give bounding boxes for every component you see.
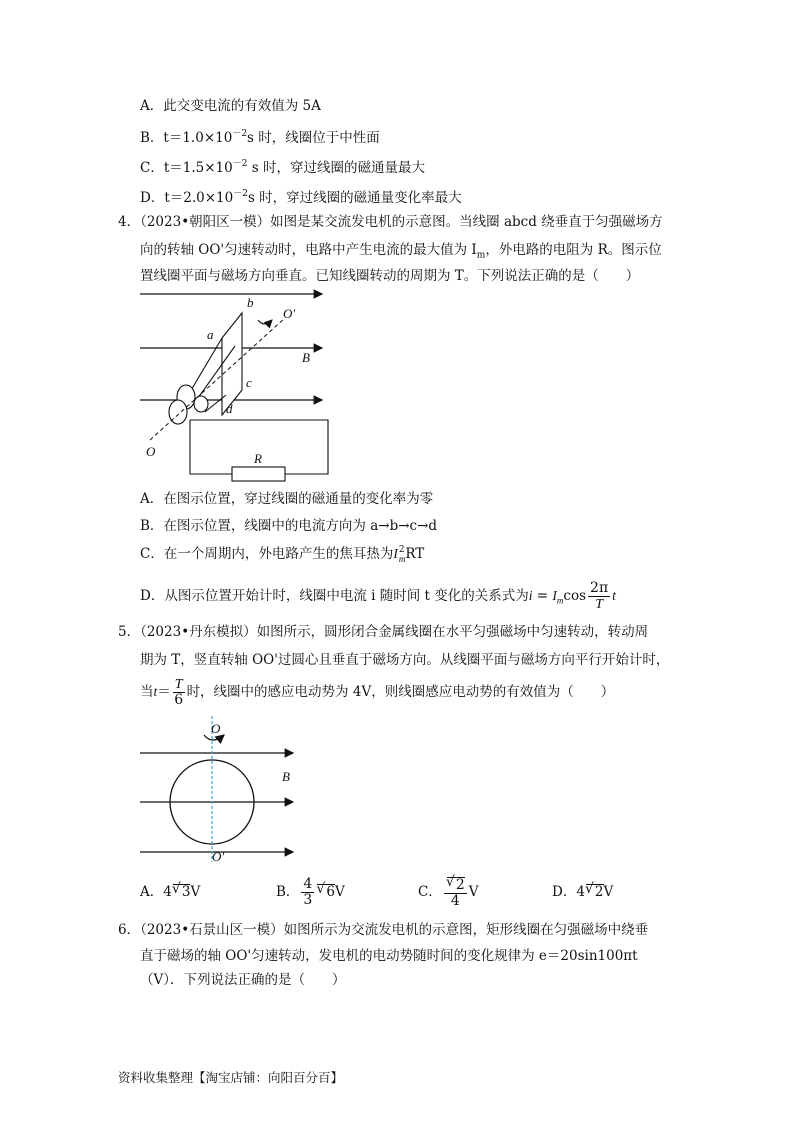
q3-option-d: D．$t=2.0\times 10^{-2}s$ 时，穿过线圈的磁通量变化率最大: [140, 189, 462, 206]
q6-stem-line3: （V）．下列说法正确的是（ ）: [140, 972, 346, 988]
q4-option-d: D．从图示位置开始计时，线圈中电流 i 随时间 t 变化的关系式为$i = I_m\cos$ $\frac{2\pi}{T}$ t: [140, 580, 616, 612]
q5-stem-line2: 期为 T，竖直转轴 OO'过圆心且垂直于磁场方向。从线圈平面与磁场方向平行开始计时，: [140, 652, 670, 668]
q4-stem-line3: 置线圈平面与磁场方向垂直。已知线圈转动的周期为 T。下列说法正确的是（ ）: [140, 268, 640, 284]
q4-option-c: C．在一个周期内，外电路产生的焦耳热为I 2 m RT: [140, 544, 425, 564]
q5-option-d: D．4√ 2V: [552, 880, 613, 904]
q5-option-a: A．4√ 3V: [140, 880, 200, 904]
q3-option-b: B．$t=1.0\times 10^{-2}s$ 时，线圈位于中性面: [140, 129, 380, 146]
q4-label-r: R: [254, 451, 262, 466]
q5-label-b: B: [282, 769, 290, 784]
q4-label-d: d: [226, 401, 233, 416]
q6-stem-line2: 直于磁场的轴 OO'匀速转动，发电机的电动势随时间的变化规律为 e＝20sin100πt: [140, 948, 638, 964]
q5-label-o-prime: O′: [212, 849, 225, 864]
q4-label-o-prime: O′: [283, 306, 296, 321]
q5-label-o: O: [211, 721, 221, 736]
q5-field-lines: [140, 753, 293, 852]
q4-stem-line2: 向的转轴 OO'匀速转动时，电路中产生电流的最大值为 $I_m$，外电路的电阻为 R。图示位: [140, 242, 662, 261]
q4-label-field-b: B: [302, 350, 310, 365]
page-footer: 资料收集整理【淘宝店铺：向阳百分百】: [118, 1070, 344, 1085]
q4-label-c: c: [246, 375, 252, 390]
q4-option-b: B．在图示位置，线圈中的电流方向为 a→b→c→d: [140, 518, 438, 534]
q4-option-a: A．在图示位置，穿过线圈的磁通量的变化率为零: [140, 491, 434, 507]
q4-stem-line1: 4．（2023•朝阳区一模）如图是某交流发电机的示意图。当线圈 abcd 绕垂直于匀强磁场方: [118, 214, 663, 230]
q3-option-a: A．此交变电流的有效值为 5A: [140, 98, 321, 114]
q4-label-b: b: [247, 295, 254, 310]
q4-label-o: O: [146, 444, 156, 459]
q3-option-c: C．$t=1.5\times 10^{-2}$ s 时，穿过线圈的磁通量最大: [140, 159, 425, 176]
q5-stem-line3: 当t＝ $\frac{T}{6}$ 时，线圈中的感应电动势为 4V，则线圈感应电动势的有效值为（ ）: [140, 677, 615, 708]
q4-label-a: a: [207, 327, 214, 342]
q5-option-c: C． √ $\frac{2}{4}$ V: [418, 872, 479, 912]
q6-stem-line1: 6．（2023•石景山区一模）如图所示为交流发电机的示意图，矩形线圈在匀强磁场中绕垂: [118, 922, 649, 938]
q5-stem-line1: 5．（2023•丹东模拟）如图所示，圆形闭合金属线圈在水平匀强磁场中匀速转动，转动周: [118, 624, 649, 640]
q5-option-b: B． $\frac{4}{3}$ √ 6V: [276, 872, 345, 912]
